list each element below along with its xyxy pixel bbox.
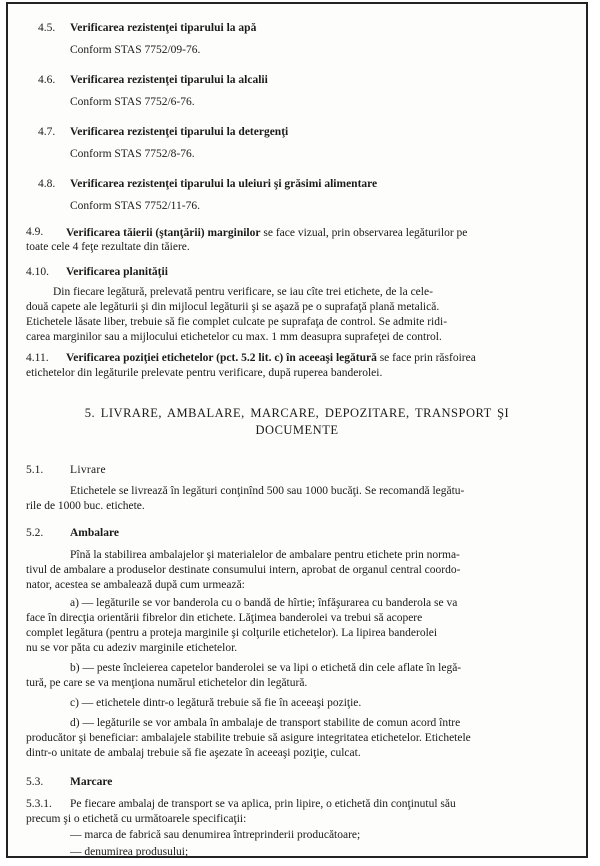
section-number: 4.11.	[26, 352, 49, 364]
list-item-d: producător şi beneficiar: ambalajele stabilite trebuie să asigure integritatea etichetelor. Etichetele	[26, 732, 471, 744]
standard-reference: Conform STAS 7752/11-76.	[70, 200, 200, 212]
section-title: Verificarea tăierii (ştanţării) marginilor	[66, 227, 261, 239]
section-title: Verificarea rezistenţei tiparului la detergenţi	[70, 126, 289, 138]
paragraph-line: precum şi o etichetă cu următoarele specificaţii:	[26, 813, 247, 825]
paragraph-line: două capete ale legăturii şi din mijlocul legăturii şi se aşază pe o suprafaţă plană metalică.	[26, 301, 440, 313]
section-title: Verificarea rezistenţei tiparului la uleiuri şi grăsimi alimentare	[70, 178, 378, 190]
list-item-b: tură, pe care se va menţiona numărul etichetelor din legătură.	[26, 677, 308, 689]
list-item-a: a) — legăturile se vor banderola cu o bandă de hîrtie; înfăşurarea cu banderola se va	[70, 597, 458, 609]
section-title: Verificarea poziţiei etichetelor (pct. 5.2 lit. c) în aceeaşi legătură	[66, 352, 377, 364]
paragraph-line: tivul de ambalare a produselor destinate consumului intern, aprobat de organul central coordo-	[26, 564, 461, 576]
section-4-11-line	[66, 352, 476, 364]
section-title: Livrare	[70, 464, 106, 476]
section-title: Verificarea planităţii	[66, 266, 168, 278]
list-item-a: face în direcţia orientării fibrelor din etichete. Lăţimea banderolei va trebui să acopere	[26, 612, 423, 624]
paragraph-line: Etichetele se livrează în legături conţinînd 500 sau 1000 bucăţi. Se recomandă legătu-	[70, 485, 465, 497]
section-text: toate cele 4 feţe rezultate din tăiere.	[26, 241, 190, 253]
list-item-d: d) — legăturile se vor ambala în ambalaje de transport stabilite de comun acord între	[70, 717, 461, 729]
chapter-title-line-2: DOCUMENTE	[255, 423, 339, 437]
list-item-c: c) — etichetele dintr-o legătură trebuie să fie în aceeaşi poziţie.	[70, 697, 362, 709]
section-number: 5.3.1.	[26, 798, 52, 810]
paragraph-line: rile de 1000 buc. etichete.	[26, 500, 145, 512]
paragraph-line: Din fiecare legătură, prelevată pentru verificare, se iau cîte trei etichete, de la cele-	[53, 286, 433, 298]
section-4-9-line	[66, 226, 576, 241]
section-text: etichetelor din legăturile prelevate pentru verificare, după ruperea banderolei.	[26, 367, 383, 379]
section-text: se face prin răsfoirea	[379, 352, 476, 364]
document-page	[6, 2, 588, 858]
chapter-title-line-1: 5. LIVRARE, AMBALARE, MARCARE, DEPOZITARE, TRANSPORT ŞI	[84, 406, 510, 420]
section-number: 4.5.	[38, 22, 56, 34]
standard-reference: Conform STAS 7752/8-76.	[70, 148, 195, 160]
section-number: 4.7.	[38, 126, 56, 138]
list-item-b: b) — peste încleierea capetelor banderolei se va lipi o etichetă din cele aflate în legă-	[70, 662, 462, 674]
chapter-title	[8, 406, 586, 438]
paragraph-line: Pînă la stabilirea ambalajelor şi materialelor de ambalare pentru etichete prin norma-	[70, 549, 460, 561]
list-item-a: nu se vor păta cu adeziv marginile etichetelor.	[26, 642, 238, 654]
section-number: 5.2.	[26, 527, 44, 539]
standard-reference: Conform STAS 7752/09-76.	[70, 44, 201, 56]
section-number: 5.3.	[26, 776, 44, 788]
section-number: 4.9.	[26, 226, 44, 238]
section-title: Ambalare	[70, 527, 119, 539]
list-item-a: complet legătura (pentru a proteja marginile şi colţurile etichetelor). La lipirea banderolei	[26, 627, 438, 639]
section-number: 4.10.	[26, 266, 49, 278]
list-item: — denumirea produsului;	[70, 846, 189, 858]
paragraph-line: Pe fiecare ambalaj de transport se va aplica, prin lipire, o etichetă din conţinutul său	[70, 798, 456, 810]
list-item: — marca de fabrică sau denumirea întreprinderii producătoare;	[70, 829, 361, 841]
list-item-d: dintr-o unitate de ambalaj trebuie să fie aşezate în aceeaşi poziţie, culcat.	[26, 747, 361, 759]
paragraph-line: nator, acestea se ambalează după cum urmează:	[26, 579, 245, 591]
paragraph-line: Etichetele lăsate liber, trebuie să fie complet culcate pe suprafaţa de control. Se admite ridi-	[26, 316, 448, 328]
section-number: 4.6.	[38, 74, 56, 86]
section-title: Marcare	[70, 776, 113, 788]
paragraph-line: carea marginilor sau a mijlocului etichetelor cu max. 1 mm deasupra suprafeţei de control.	[26, 331, 442, 343]
section-title: Verificarea rezistenţei tiparului la apă	[70, 22, 257, 34]
section-text: se face vizual, prin observarea legăturilor pe	[263, 227, 468, 239]
section-number: 4.8.	[38, 178, 56, 190]
standard-reference: Conform STAS 7752/6-76.	[70, 96, 195, 108]
section-title: Verificarea rezistenţei tiparului la alcalii	[70, 74, 268, 86]
section-number: 5.1.	[26, 464, 44, 476]
